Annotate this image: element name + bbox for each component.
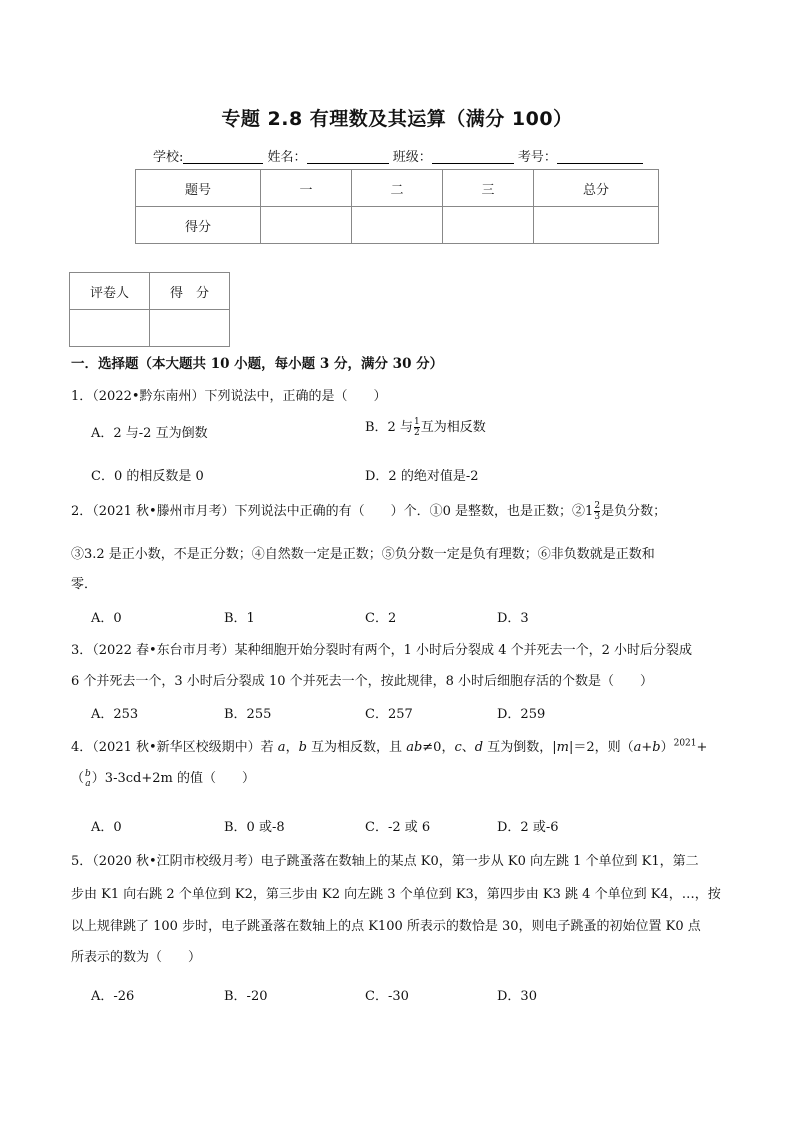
q2-option-c: C．2 [365,611,397,626]
section-title: 一．选择题（本大题共 10 小题，每小题 3 分，满分 30 分） [71,356,444,372]
q1-option-b [365,416,486,438]
q4-option-a: A．0 [91,820,122,835]
fraction-denominator: 3 [594,512,601,522]
question-2-line-2: ③3.2 是正小数，不是正分数；④自然数一定是正数；⑤负分数一定是负有理数；⑥非负数就是正数和 [71,547,655,562]
question-3-line-1: 3．（2022 春•东台市月考）某种细胞开始分裂时有两个，1 小时后分裂成 4 个并死去一个，2 小时后分裂成 [71,643,692,658]
grader-header-cell: 得 分 [150,273,230,310]
fraction [414,417,420,438]
grader-cell[interactable] [70,310,150,347]
grader-table [69,272,230,347]
q2-option-b: B．1 [224,611,255,626]
q3-option-a: A．253 [91,707,139,722]
school-blank[interactable] [183,149,263,164]
grader-header-cell: 评卷人 [70,273,150,310]
question-5-line-1: 5．（2020 秋•江阴市校级月考）电子跳蚤落在数轴上的某点 K0，第一步从 K0 向左跳 1 个单位到 K1，第二 [71,854,699,869]
fraction-numerator: 2 [594,501,601,511]
question-2-line-1 [71,500,666,522]
score-cell[interactable] [534,207,659,244]
score-cell[interactable] [443,207,534,244]
student-info-line [153,146,643,165]
q3-option-c: C．257 [365,707,413,722]
q1-option-b-post: 互为相反数 [420,420,486,435]
fraction-numerator: 1 [413,417,420,427]
fraction-numerator: b [85,768,91,779]
q5-option-a: A．-26 [91,989,135,1004]
q4-line-1-mid2: ， [441,740,455,755]
fraction [594,501,600,522]
q1-option-b-pre: B．2 与 [365,420,413,435]
class-label: 班级： [392,150,432,165]
exam-no-label: 考号： [517,150,557,165]
q4-exponent: 2021 [673,738,697,749]
q5-option-b: B．-20 [224,989,268,1004]
question-4-line-2: （ b a ）3-3cd+2m 的值（ ） [71,768,255,789]
q3-option-b: B．255 [224,707,272,722]
fraction-denominator: a [85,778,91,789]
score-cell[interactable] [261,207,352,244]
q2-line-1-post: 是负分数； [601,504,667,519]
q2-option-a: A．0 [91,611,122,626]
question-5-line-3: 以上规律跳了 100 步时，电子跳蚤落在数轴上的点 K100 所表示的数恰是 30，则电子跳蚤的初始位置 K0 点 [71,919,701,934]
q1-option-d: D．2 的绝对值是-2 [365,469,479,484]
page-title: 专题 2.8 有理数及其运算（满分 100） [221,108,573,130]
question-5-line-4: 所表示的数为（ ） [71,950,202,965]
q4-option-d: D．2 或-6 [497,820,559,835]
question-3-line-2: 6 个并死去一个，3 小时后分裂成 10 个并死去一个，按此规律，8 小时后细胞存活的个数是（ ） [71,674,654,689]
q4-line-2-post: 3-3cd+2m 的值（ ） [104,771,255,786]
name-label: 姓名： [267,150,307,165]
q5-option-d: D．30 [497,989,537,1004]
grader-cell[interactable] [150,310,230,347]
q4-option-b: B．0 或-8 [224,820,285,835]
score-header-cell: 题号 [136,170,261,207]
q5-option-c: C．-30 [365,989,409,1004]
score-header-cell: 三 [443,170,534,207]
q4-line-1-mid4: |＝2，则（ [568,740,634,755]
exam-no-blank[interactable] [557,149,643,164]
score-table [135,169,659,244]
q1-option-c: C．0 的相反数是 0 [91,469,204,484]
score-header-cell: 二 [352,170,443,207]
question-2-line-3: 零． [71,577,98,592]
class-blank[interactable] [432,149,514,164]
q4-line-1-end: + [696,740,708,755]
score-cell[interactable] [352,207,443,244]
fraction-denominator: 2 [413,428,420,438]
score-header-cell: 一 [261,170,352,207]
q4-line-1-mid: 互为相反数，且 [311,740,407,755]
q2-line-1-pre: 2．（2021 秋•滕州市月考）下列说法中正确的有（ ）个．①0 是整数，也是正数；②1 [71,504,594,519]
score-header-cell: 总分 [534,170,659,207]
name-blank[interactable] [307,149,389,164]
q4-line-1-pre: 4．（2021 秋•新华区校级期中）若 [71,740,278,755]
q1-option-a: A．2 与-2 互为倒数 [91,426,208,441]
fraction [85,769,91,789]
school-label: 学校: [153,150,184,165]
score-row-label: 得分 [136,207,261,244]
q4-line-1-mid3: 互为倒数，| [487,740,557,755]
q4-option-c: C．-2 或 6 [365,820,431,835]
question-5-line-2: 步由 K1 向右跳 2 个单位到 K2，第三步由 K2 向左跳 3 个单位到 K3，第四步由 K3 跳 4 个单位到 K4，…，按 [71,887,721,902]
question-1-stem: 1．（2022•黔东南州）下列说法中，正确的是（ ） [71,389,387,404]
q3-option-d: D．259 [497,707,546,722]
question-4-line-1: 4．（2021 秋•新华区校级期中）若 a，b 互为相反数，且 ab≠0，c、d 互为倒数，|m|＝2，则$(a+b)^{2021}+$ [71,738,708,755]
q2-option-d: D．3 [497,611,529,626]
